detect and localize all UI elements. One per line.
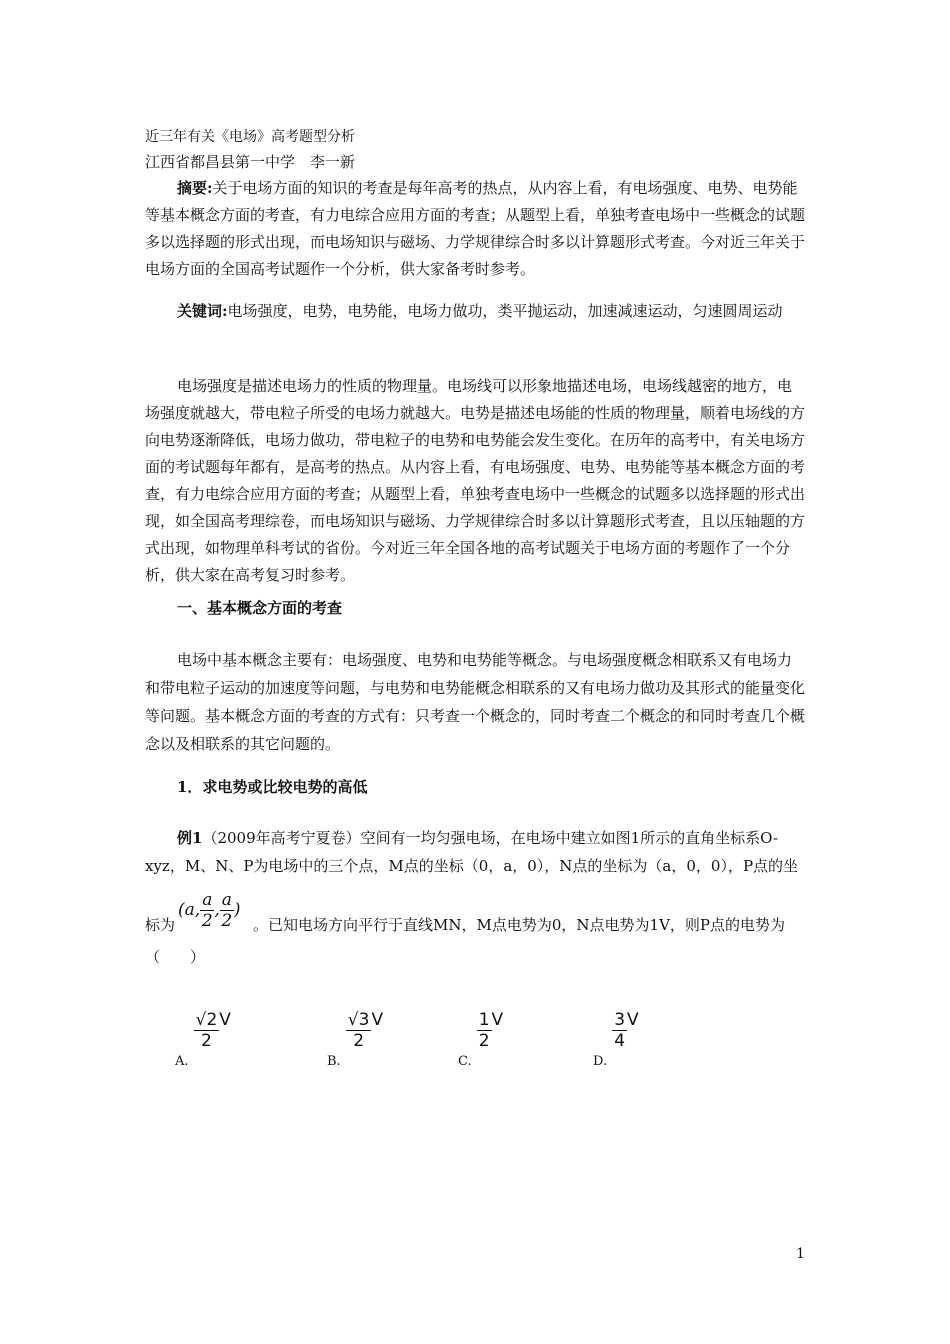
point-p-coordinate: (a, $\frac{a}{2}$ , $\frac{a}{2}$ ) (178, 890, 241, 931)
intro-paragraph (145, 373, 805, 589)
author-line: 江西省都昌县第一中学 李一新 (145, 153, 356, 171)
keywords-paragraph (145, 298, 805, 324)
concepts-text: 电场中基本概念主要有：电场强度、电势和电势能等概念。与电场强度概念相联系又有电场力和带电粒子运动的加速度等问题，与电势和电势能概念相联系的又有电场力做功及其形式的能量变化等问题。基本概念方面的考查的方式有：只考查一个概念的，同时考查二个概念的和同时考查几个概念以及相联系的其它问题的。 (145, 651, 806, 753)
example-label: 例1 (177, 829, 203, 847)
page-number: 1 (796, 1246, 805, 1262)
subsection-heading-potential: 1．求电势或比较电势的高低 (177, 778, 368, 796)
document-title: 近三年有关《电场》高考题型分析 (145, 129, 355, 145)
option-d[interactable]: $_{D.}$ $\frac{3}{4}$ V (593, 1010, 639, 1069)
option-a[interactable]: $_{A.}$ $\frac{√2}{2}$ V (175, 1010, 231, 1069)
option-b[interactable]: $_{B.}$ $\frac{√3}{2}$ V (327, 1010, 384, 1069)
example-text: （2009年高考宁夏卷）空间有一均匀强电场，在电场中建立如图1所示的直角坐标系O-xyz，M、N、P为电场中的三个点，M点的坐标（0，a，0），N点的坐标为（a，0，0），P点的坐 (145, 829, 799, 875)
keywords-label: 关键词: (177, 302, 228, 320)
answer-blank: （ ） (145, 948, 206, 966)
keywords-text: 电场强度，电势，电势能，电场力做功，类平抛运动，加速减速运动，匀速圆周运动 (227, 302, 783, 320)
abstract-label: 摘要: (177, 179, 213, 197)
abstract-text: 关于电场方面的知识的考查是每年高考的热点，从内容上看，有电场强度、电势、电势能等基本概念方面的考查，有力电综合应用方面的考查；从题型上看，单独考查电场中一些概念的试题多以选择题的形式出现，而电场知识与磁场、力学规律综合时多以计算题形式考查。今对近三年关于电场方面的全国高考试题作一个分析，供大家备考时参考。 (145, 179, 806, 278)
example-paragraph (145, 824, 805, 880)
example-continued: 标为 。已知电场方向平行于直线MN，M点电势为0，N点电势为1V，则P点的电势为 (145, 916, 785, 934)
concepts-paragraph (145, 646, 805, 758)
abstract-paragraph (145, 175, 805, 283)
intro-text: 电场强度是描述电场力的性质的物理量。电场线可以形象地描述电场，电场线越密的地方，电场强度就越大，带电粒子所受的电场力就越大。电势是描述电场能的性质的物理量，顺着电场线的方向电势逐渐降低，电场力做功，带电粒子的电势和电势能会发生变化。在历年的高考中，有关电场方面的考试题每年都有，是高考的热点。从内容上看，有电场强度、电势、电势能等基本概念方面的考查，有力电综合应用方面的考查；从题型上看，单独考查电场中一些概念的试题多以选择题的形式出现，如全国高考理综卷，而电场知识与磁场、力学规律综合时多以计算题形式考查，且以压轴题的方式出现，如物理单科考试的省份。今对近三年全国各地的高考试题关于电场方面的考题作了一个分析，供大家在高考复习时参考。 (145, 377, 806, 584)
section-heading-basic-concepts: 一、基本概念方面的考查 (177, 599, 343, 617)
option-c[interactable]: $_{C.}$ $\frac{1}{2}$ V (458, 1010, 504, 1069)
